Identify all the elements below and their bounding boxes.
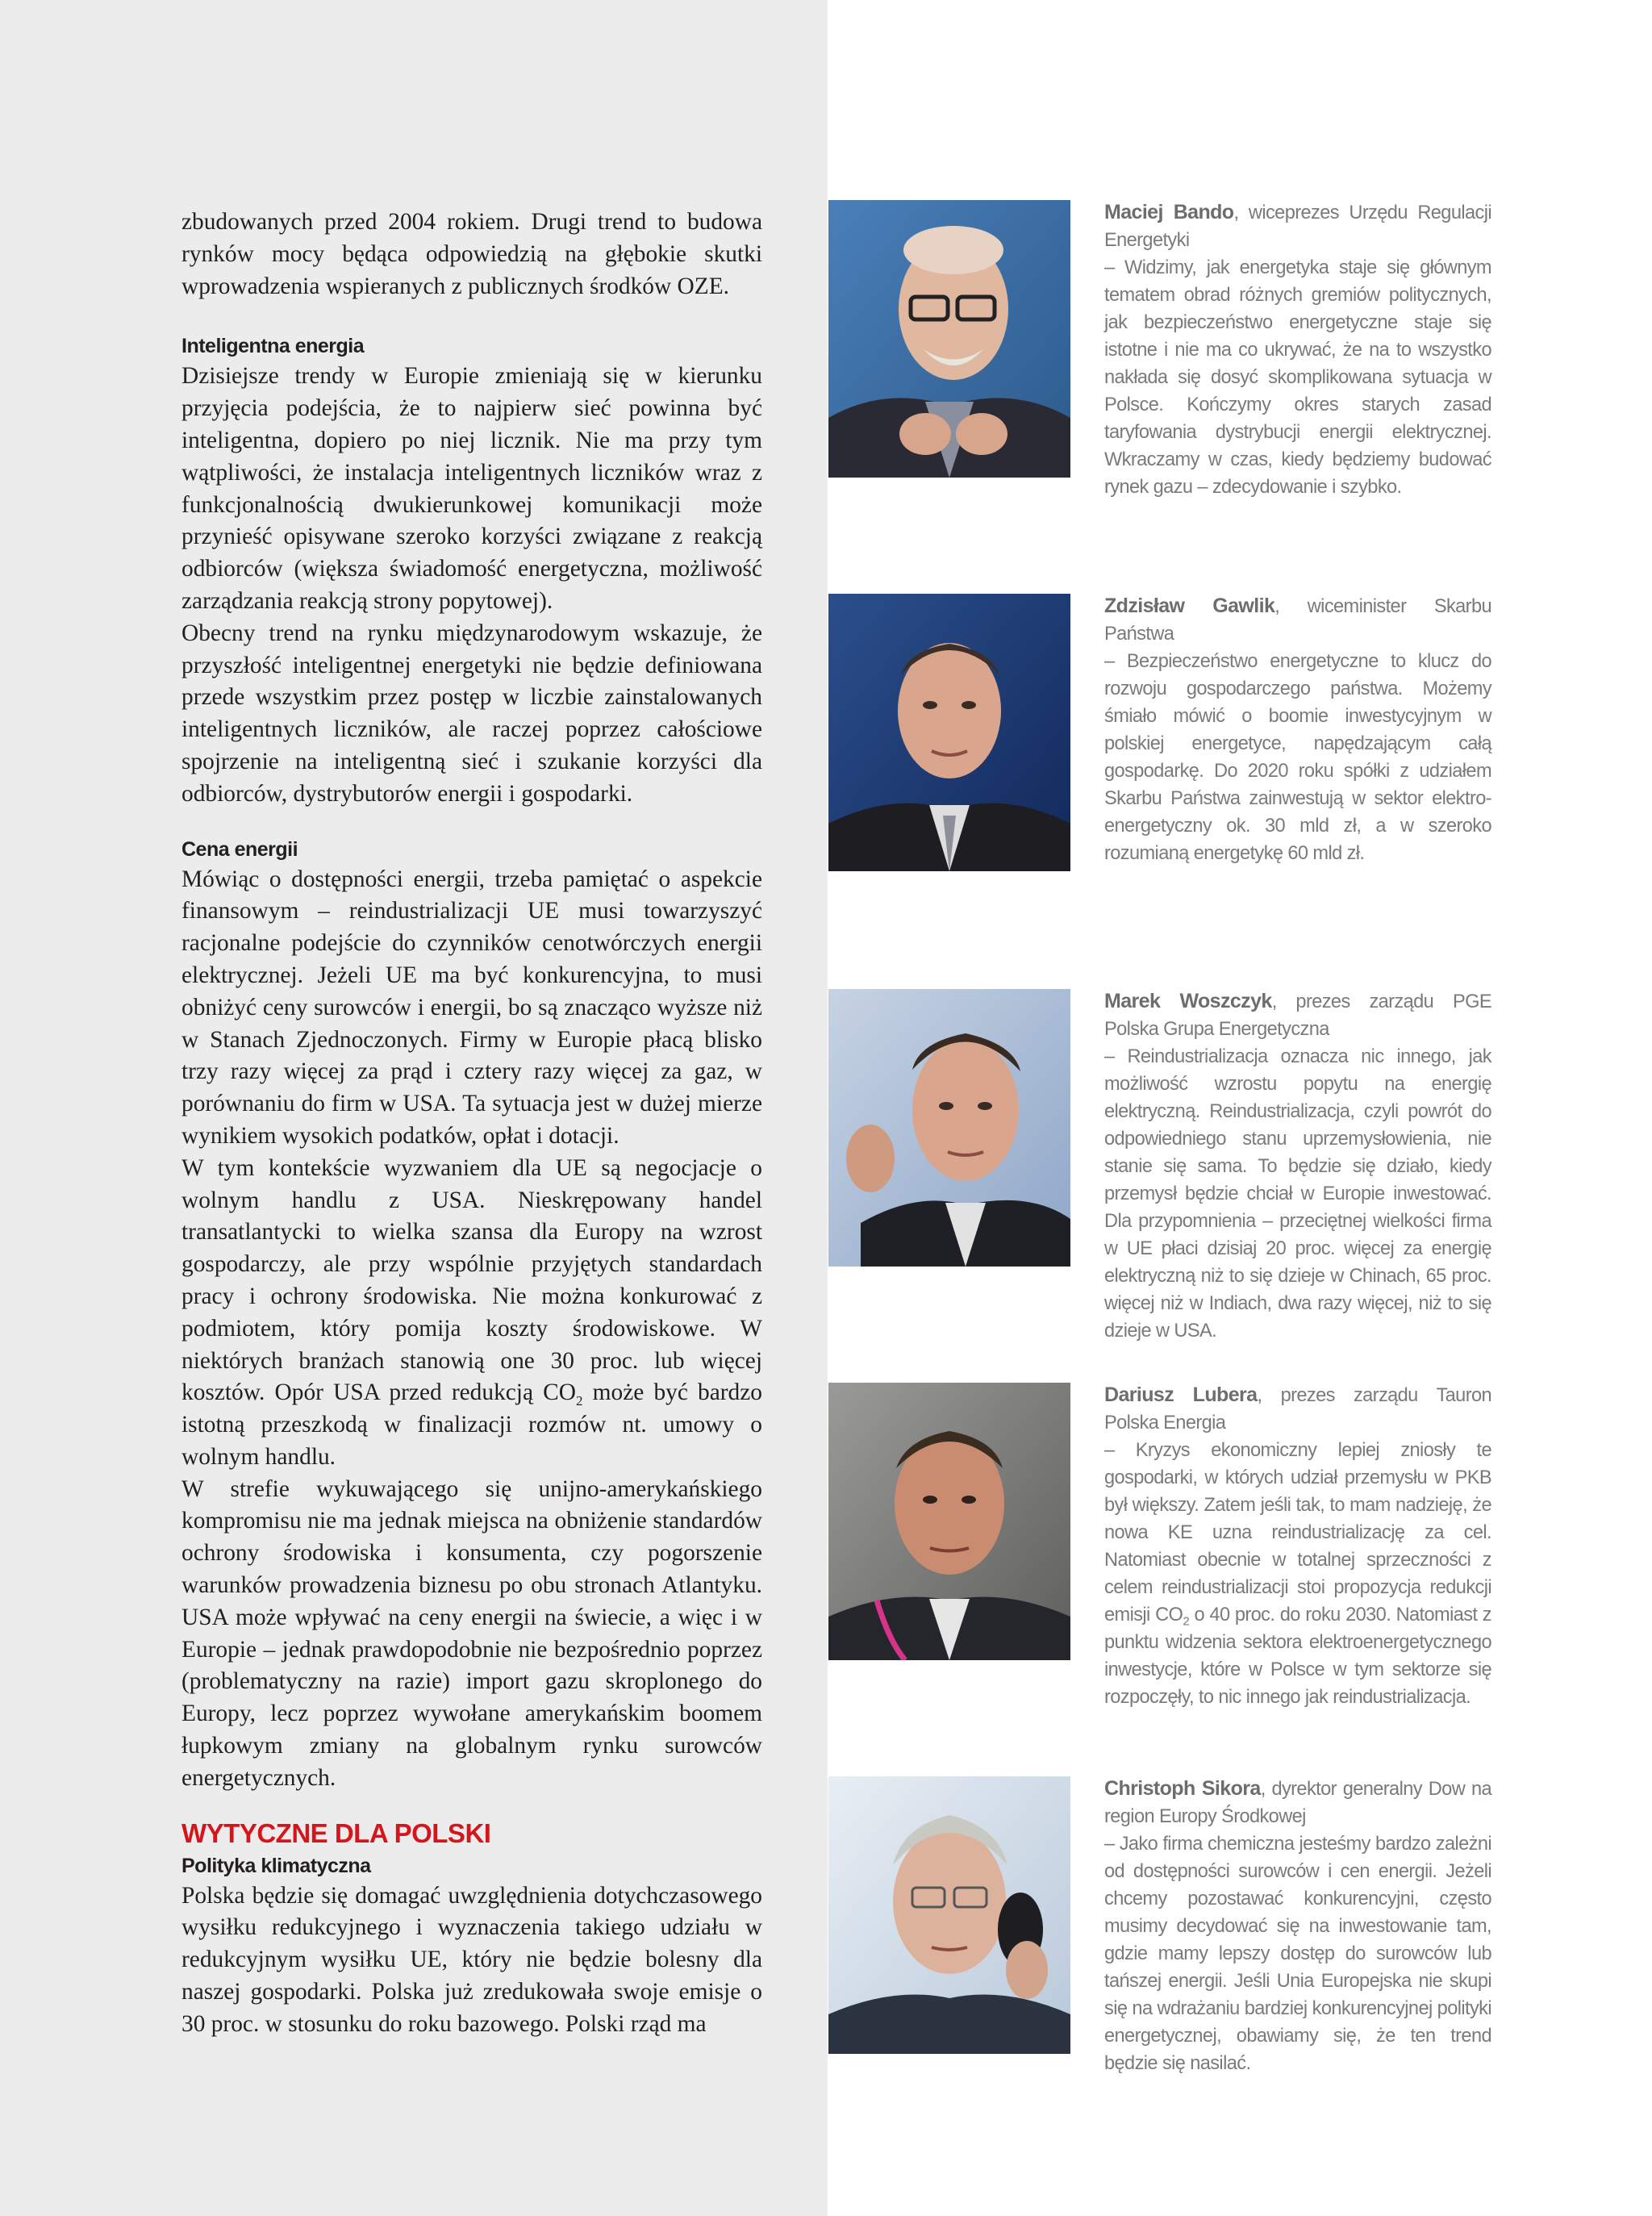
speaker-name: Dariusz Lubera [1104, 1383, 1258, 1406]
speaker-name: Marek Woszczyk [1104, 990, 1272, 1012]
quote-bando [1104, 198, 1491, 501]
portrait-photo-lubera [828, 1383, 1070, 1660]
heading-smart-energy: Inteligentna energia [181, 335, 365, 358]
quote-text: – Kryzys ekonomiczny lepiej zniosły te gospodarki, w których udział przemysłu w PKB był większy. Zatem jeśli tak, to mam nadzieję, że nowa KE uzna reindustrializację za cel. Natomiast obecnie w totalnej sprzeczności z celem reindustrializacji stoi propozycja redukcji emisji $CO_2$ o 40 proc. do roku 2030. Natomiast z punktu widzenia sektora elektroenergetycznego inwestycje, które w Polsce w tym sektorze się rozpoczęły, to nic innego jak reindustrializacja. [1104, 1440, 1492, 1708]
quote-text: – Reindustrializacja oznacza nic innego, jak możliwość wzrostu popytu na energię elektryczną. Reindustrializacja, czyli powrót do odpowiedniego stanu uprzemysłowienia, nie stanie się sama. To będzie się działo, kiedy przemysł będzie chciał w Europie inwestować. Dla przypomnienia – przeciętnej wielkości firma w UE płaci dzisiaj 20 proc. więcej za energię elektryczną niż to się dzieje w Chinach, 65 proc. więcej niż w Indiach, dwa razy więcej, niż to się dzieje w USA. [1104, 1046, 1491, 1342]
paragraph-intro: zbudowanych przed 2004 rokiem. Drugi trend to budowa rynków mocy będąca odpowiedzią na głębokie skutki wprowadzenia wspieranych z publicznych środków OZE. [181, 209, 762, 299]
paragraph-climate-policy: Polska będzie się domagać uwzględnienia dotychczasowego wysiłku redukcyjnego i wyznaczenia takiego udziału w redukcyjnym wysiłku UE, który nie będzie bolesny dla naszej gospodarki. Polska już zredukowała swoje emisje o 30 proc. w stosunku do roku bazowego. Polski rząd ma [181, 1882, 762, 2037]
speaker-name: Zdzisław Gawlik [1104, 595, 1275, 617]
portrait-photo-bando [828, 200, 1070, 478]
quote-woszczyk [1104, 987, 1491, 1345]
quote-text: – Widzimy, jak energetyka staje się głównym tematem obrad różnych gremiów politycznych, jak bezpieczeństwo energetyczne staje się istotne i nie ma co ukrywać, że na to wszystko nakłada się dosyć skomplikowana sytuacja w Polsce. Kończymy okres starych zasad taryfowania dystrybucji energii elektrycznej. Wkraczamy w czas, kiedy będziemy budować rynek gazu – zdecydowanie i szybko. [1104, 257, 1491, 498]
heading-climate-policy: Polityka klimatyczna [181, 1854, 371, 1877]
portrait-photo-woszczyk [828, 989, 1070, 1267]
paragraph-energy-price-3: W strefie wykuwającego się unijno-amerykańskiego kompromisu nie ma jednak miejsca na obniżenie standardów ochrony środowiska i konsumenta, czy pogorszenie warunków prowadzenia biznesu po obu stronach Atlantyku. USA może wpływać na ceny energii na świecie, a więc i w Europie – jednak prawdopodobnie nie bezpośrednio poprzez (problematyczny na razie) import gazu skroplonego do Europy, lecz poprzez wywołane amerykańskim boomem łupkowym zmiany na globalnym rynku surowców energetycznych. [181, 1475, 762, 1791]
speaker-name: Christoph Sikora [1104, 1777, 1261, 1800]
heading-energy-price: Cena energii [181, 837, 298, 861]
speaker-role: , wiceminister Skarbu Państwa [1104, 596, 1491, 645]
paragraph-smart-energy-2: Obecny trend na rynku międzynarodowym wskazuje, że przyszłość inteligentnej energetyki nie będzie definiowana przede wszystkim przez postęp w liczbie zainstalowanych inteligentnych liczników, ale raczej poprzez całościowe spojrzenie na inteligentną sieć i szukanie korzyści dla odbiorców, dystrybutorów energii i gospodarki. [181, 620, 762, 807]
speaker-role: , dyrektor generalny Dow na region Europy Środkowej [1104, 1779, 1491, 1827]
portrait-photo-gawlik [828, 594, 1070, 871]
speaker-role: , prezes zarządu PGE Polska Grupa Energetyczna [1104, 991, 1491, 1040]
quote-text: – Bezpieczeństwo energetyczne to klucz do rozwoju gospodarczego państwa. Możemy śmiało mówić o boomie inwestycyjnym w polskiej energetyce, napędzającym całą gospodarkę. Do 2020 roku spółki z udziałem Skarbu Państwa zainwestują w sektor elektro-energetyczny ok. 30 mld zł, a w szeroko rozumianą energetykę 60 mld zł. [1104, 651, 1491, 864]
quote-lubera [1104, 1381, 1491, 1711]
quote-sikora [1104, 1775, 1491, 2077]
article-body [181, 207, 762, 2041]
portrait-photo-sikora [828, 1776, 1070, 2054]
speaker-role: , wiceprezes Urzędu Regulacji Energetyki [1104, 202, 1491, 251]
paragraph-smart-energy-1: Dzisiejsze trendy w Europie zmieniają się w kierunku przyjęcia podejścia, że to najpierw sieć powinna być inteligentna, dopiero po niej licznik. Nie ma przy tym wątpliwości, że instalacja inteligentnych liczników wraz z funkcjonalnością dwukierunkowej komunikacji może przynieść opisywane szeroko korzyści związane z reakcją odbiorców (większa świadomość energetyczna, możliwość zarządzania reakcją strony popytowej). [181, 363, 762, 614]
paragraph-energy-price-2: W tym kontekście wyzwaniem dla UE są negocjacje o wolnym handlu z USA. Nieskrępowany handel transatlantycki to wielka szansa dla Europy na wzrost gospodarczy, ale przy wspólnie przyjętych standardach pracy i ochrony środowiska. Nie można konkurować z podmiotem, który pomija koszty środowiskowe. W niektórych branżach stanowią one 30 proc. lub więcej kosztów. Opór USA przed redukcją $CO_2$ może być bardzo istotną przeszkodą w finalizacji rozmów nt. umowy o wolnym handlu. [181, 1154, 762, 1470]
section-title-guidelines: WYTYCZNE DLA POLSKI [181, 1817, 491, 1848]
speaker-name: Maciej Bando [1104, 201, 1234, 223]
speaker-role: , prezes zarządu Tauron Polska Energia [1104, 1385, 1491, 1434]
paragraph-energy-price-1: Mówiąc o dostępności energii, trzeba pamiętać o aspekcie finansowym – reindustrializacji UE musi towarzyszyć racjonalne podejście do czynników cenotwórczych energii elektrycznej. Jeżeli UE ma być konkurencyjna, to musi obniżyć ceny surowców i energii, bo są znacząco wyższe niż w Stanach Zjednoczonych. Firmy w Europie płacą blisko trzy razy więcej za prąd i cztery razy więcej za gaz, w porównaniu do firm w USA. Ta sytuacja jest w dużej mierze wynikiem wysokich podatków, opłat i dotacji. [181, 866, 762, 1149]
quote-gawlik [1104, 592, 1491, 867]
quote-text: – Jako firma chemiczna jesteśmy bardzo zależni od dostępności surowców i cen energii. Jeżeli chcemy pozostawać konkurencyjni, często musimy decydować się na inwestowanie tam, gdzie mamy lepszy dostęp do surowców lub tańszej energii. Jeśli Unia Europejska nie skupi się na wdrażaniu bardziej konkurencyjnej polityki energetycznej, obawiamy się, że ten trend będzie się nasilać. [1104, 1834, 1491, 2074]
